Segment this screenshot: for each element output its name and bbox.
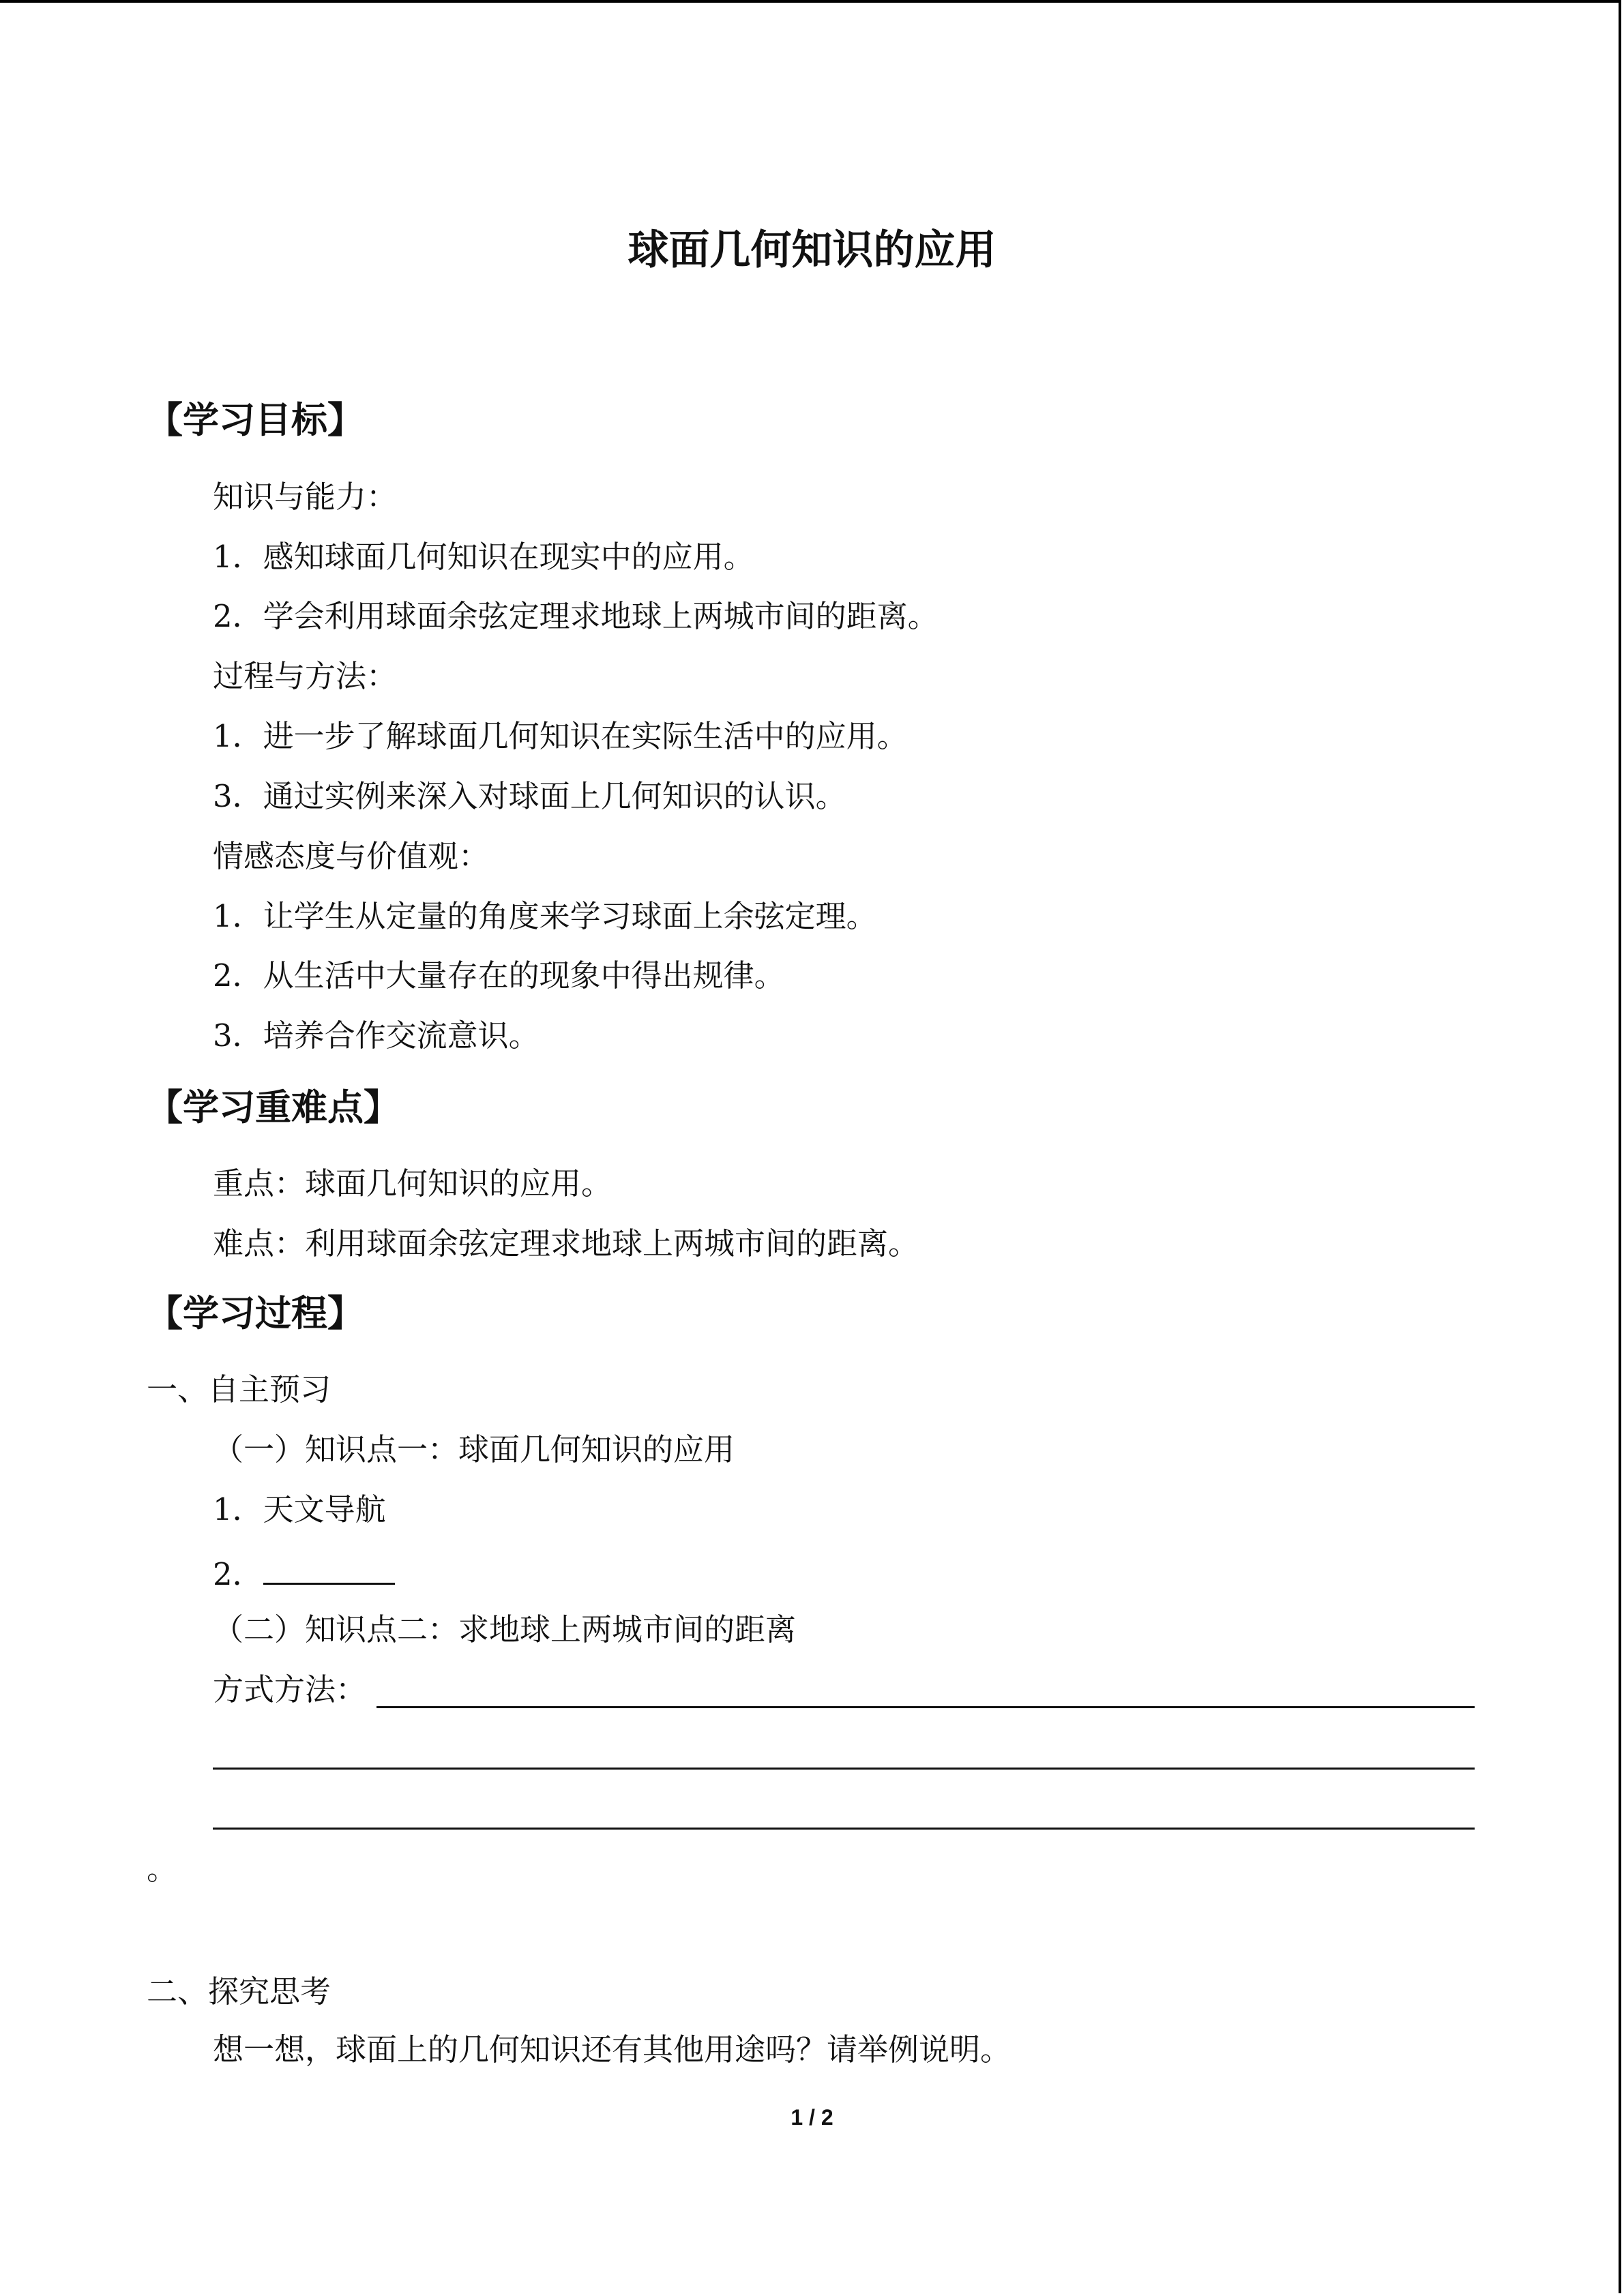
- emotion-item-3: 3．培养合作交流意识。: [213, 1017, 540, 1054]
- process-label: 过程与方法：: [213, 658, 398, 694]
- knowledge-item-1: 1．感知球面几何知识在现实中的应用。: [213, 539, 754, 575]
- focus-point: 重点：球面几何知识的应用。: [213, 1165, 612, 1202]
- process-item-1: 1．进一步了解球面几何知识在实际生活中的应用。: [213, 718, 908, 754]
- knowledge-label: 知识与能力：: [213, 479, 398, 515]
- knowledge-point-1-title: （一）知识点一：球面几何知识的应用: [213, 1431, 735, 1467]
- part1-title: 一、自主预习: [147, 1371, 331, 1407]
- section-heading-process: 【学习过程】: [147, 1293, 364, 1335]
- part2-title: 二、探究思考: [147, 1973, 331, 2010]
- end-mark: 。: [147, 1851, 178, 1887]
- fill-in-blank[interactable]: [263, 1551, 395, 1585]
- emotion-item-2: 2．从生活中大量存在的现象中得出规律。: [213, 957, 785, 994]
- part2-question: 想一想，球面上的几何知识还有其他用途吗？请举例说明。: [213, 2031, 1012, 2068]
- difficulty-point: 难点：利用球面余弦定理求地球上两城市间的距离。: [213, 1225, 919, 1262]
- process-item-2: 3．通过实例来深入对球面上几何知识的认识。: [213, 778, 846, 814]
- knowledge-item-2: 2．学会利用球面余弦定理求地球上两城市间的距离。: [213, 598, 939, 634]
- answer-line-1[interactable]: [377, 1706, 1475, 1708]
- page-number: 1 / 2: [791, 2105, 833, 2130]
- knowledge-point-1-item-1: 1．天文导航: [213, 1491, 386, 1527]
- emotion-label: 情感态度与价值观：: [213, 838, 490, 874]
- section-heading-key-points: 【学习重难点】: [147, 1087, 400, 1129]
- answer-line-3[interactable]: [213, 1828, 1475, 1830]
- method-label: 方式方法：: [213, 1671, 367, 1708]
- answer-line-2[interactable]: [213, 1768, 1475, 1770]
- document-title: 球面几何知识的应用: [628, 226, 996, 274]
- item-2-prefix: 2．: [213, 1556, 263, 1592]
- emotion-item-1: 1．让学生从定量的角度来学习球面上余弦定理。: [213, 898, 877, 934]
- knowledge-point-2-title: （二）知识点二：求地球上两城市间的距离: [213, 1611, 797, 1648]
- knowledge-point-1-item-2: [213, 1551, 395, 1593]
- section-heading-goals: 【学习目标】: [147, 400, 364, 441]
